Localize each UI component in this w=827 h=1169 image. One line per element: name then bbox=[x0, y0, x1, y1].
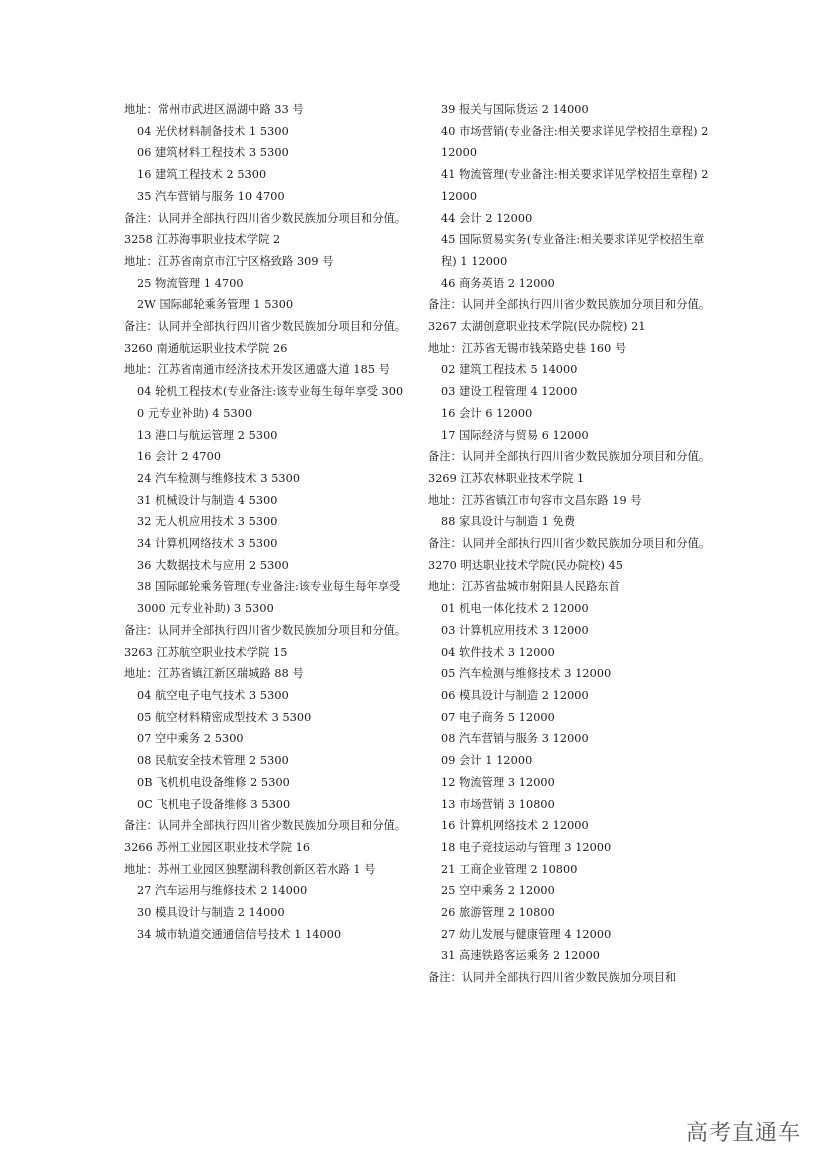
major-line: 16 会计 6 12000 bbox=[441, 406, 533, 420]
major-line: 27 幼儿发展与健康管理 4 12000 bbox=[441, 927, 612, 941]
remark-line: 备注：认同并全部执行四川省少数民族加分项目和分值。 bbox=[124, 623, 407, 637]
address-line: 地址：江苏省南京市江宁区格致路 309 号 bbox=[124, 254, 334, 268]
major-line: 2W 国际邮轮乘务管理 1 5300 bbox=[137, 298, 294, 312]
major-line: 24 汽车检测与维修技术 3 5300 bbox=[137, 471, 301, 485]
major-line: 07 空中乘务 2 5300 bbox=[137, 732, 244, 746]
major-line: 04 软件技术 3 12000 bbox=[441, 645, 555, 659]
major-line: 39 报关与国际货运 2 14000 bbox=[441, 103, 589, 116]
remark-line: 备注：认同并全部执行四川省少数民族加分项目和分值。 bbox=[428, 298, 711, 312]
address-line: 地址：江苏省无锡市钱荣路史巷 160 号 bbox=[428, 341, 627, 355]
major-line: 25 物流管理 1 4700 bbox=[137, 276, 244, 290]
major-line: 03 建设工程管理 4 12000 bbox=[441, 385, 578, 399]
major-line: 08 民航安全技术管理 2 5300 bbox=[137, 754, 289, 768]
major-line: 16 计算机网络技术 2 12000 bbox=[441, 819, 589, 833]
watermark-logo: 高考直通车 bbox=[685, 1121, 801, 1146]
left-column bbox=[124, 99, 409, 945]
major-line: 36 大数据技术与应用 2 5300 bbox=[137, 558, 289, 572]
major-line: 03 计算机应用技术 3 12000 bbox=[441, 623, 589, 637]
school-heading: 3258 江苏海事职业技术学院 2 bbox=[124, 233, 281, 247]
remark-line: 备注：认同并全部执行四川省少数民族加分项目和 bbox=[428, 971, 677, 985]
school-heading: 3260 南通航运职业技术学院 26 bbox=[124, 341, 288, 355]
address-line: 地址：江苏省镇江新区瑞城路 88 号 bbox=[124, 667, 304, 681]
major-line: 35 汽车营销与服务 10 4700 bbox=[137, 189, 285, 203]
major-line: 13 港口与航运管理 2 5300 bbox=[137, 428, 278, 442]
address-line: 地址：江苏省镇江市句容市文昌东路 19 号 bbox=[428, 493, 642, 507]
major-line: 26 旅游管理 2 10800 bbox=[441, 906, 555, 920]
major-line: 88 家具设计与制造 1 免费 bbox=[441, 515, 576, 529]
school-heading: 3270 明达职业技术学院(民办院校) 45 bbox=[428, 558, 623, 572]
major-line: 27 汽车运用与维修技术 2 14000 bbox=[137, 884, 308, 898]
major-line: 07 电子商务 5 12000 bbox=[441, 710, 555, 724]
major-line: 38 国际邮轮乘务管理(专业备注:该专业每生每年享受 3000 元专业补助) 3 5300 bbox=[137, 580, 405, 616]
major-line: 16 建筑工程技术 2 5300 bbox=[137, 168, 267, 182]
major-line: 31 高速铁路客运乘务 2 12000 bbox=[441, 949, 601, 963]
major-line: 25 空中乘务 2 12000 bbox=[441, 884, 555, 898]
major-line: 06 模具设计与制造 2 12000 bbox=[441, 688, 589, 702]
major-line: 05 汽车检测与维修技术 3 12000 bbox=[441, 667, 612, 681]
major-line: 17 国际经济与贸易 6 12000 bbox=[441, 428, 589, 442]
major-line: 0B 飞机机电设备维修 2 5300 bbox=[137, 775, 290, 789]
remark-line: 备注：认同并全部执行四川省少数民族加分项目和分值。 bbox=[124, 320, 407, 334]
major-line: 12 物流管理 3 12000 bbox=[441, 775, 555, 789]
major-line: 31 机械设计与制造 4 5300 bbox=[137, 493, 278, 507]
remark-line: 备注：认同并全部执行四川省少数民族加分项目和分值。 bbox=[428, 450, 711, 464]
address-line: 地址：常州市武进区滆湖中路 33 号 bbox=[124, 103, 304, 116]
address-line: 地址：苏州工业园区独墅湖科教创新区若水路 1 号 bbox=[124, 862, 376, 876]
major-line: 45 国际贸易实务(专业备注:相关要求详见学校招生章程) 1 12000 bbox=[441, 233, 705, 268]
major-line: 34 城市轨道交通通信信号技术 1 14000 bbox=[137, 927, 342, 941]
major-line: 04 航空电子电气技术 3 5300 bbox=[137, 688, 289, 702]
school-heading: 3267 太湖创意职业技术学院(民办院校) 21 bbox=[428, 320, 646, 334]
major-line: 18 电子竞技运动与管理 3 12000 bbox=[441, 840, 612, 854]
major-line: 40 市场营销(专业备注:相关要求详见学校招生章程) 2 12000 bbox=[441, 124, 713, 160]
address-line: 地址：江苏省盐城市射阳县人民路东首 bbox=[428, 580, 620, 594]
school-heading: 3269 江苏农林职业技术学院 1 bbox=[428, 471, 585, 485]
major-line: 21 工商企业管理 2 10800 bbox=[441, 862, 578, 876]
school-heading: 3266 苏州工业园区职业技术学院 16 bbox=[124, 840, 311, 854]
major-line: 0C 飞机电子设备维修 3 5300 bbox=[137, 797, 291, 811]
major-line: 32 无人机应用技术 3 5300 bbox=[137, 515, 278, 529]
major-line: 02 建筑工程技术 5 14000 bbox=[441, 363, 578, 377]
major-line: 41 物流管理(专业备注:相关要求详见学校招生章程) 2 12000 bbox=[441, 168, 713, 203]
major-line: 08 汽车营销与服务 3 12000 bbox=[441, 732, 589, 746]
major-line: 05 航空材料精密成型技术 3 5300 bbox=[137, 710, 312, 724]
remark-line: 备注：认同并全部执行四川省少数民族加分项目和分值。 bbox=[428, 537, 711, 551]
right-column bbox=[428, 99, 714, 989]
major-line: 04 光伏材料制备技术 1 5300 bbox=[137, 124, 289, 138]
major-line: 04 轮机工程技术(专业备注:该专业每生每年享受 3000 元专业补助) 4 5300 bbox=[137, 385, 404, 420]
major-line: 01 机电一体化技术 2 12000 bbox=[441, 602, 589, 616]
major-line: 16 会计 2 4700 bbox=[137, 450, 222, 464]
major-line: 09 会计 1 12000 bbox=[441, 754, 533, 768]
school-heading: 3263 江苏航空职业技术学院 15 bbox=[124, 645, 288, 659]
major-line: 06 建筑材料工程技术 3 5300 bbox=[137, 146, 289, 160]
remark-line: 备注：认同并全部执行四川省少数民族加分项目和分值。 bbox=[124, 211, 407, 225]
major-line: 30 模具设计与制造 2 14000 bbox=[137, 906, 285, 920]
major-line: 44 会计 2 12000 bbox=[441, 211, 533, 225]
address-line: 地址：江苏省南通市经济技术开发区通盛大道 185 号 bbox=[124, 363, 391, 377]
remark-line: 备注：认同并全部执行四川省少数民族加分项目和分值。 bbox=[124, 819, 407, 833]
major-line: 34 计算机网络技术 3 5300 bbox=[137, 537, 278, 551]
major-line: 13 市场营销 3 10800 bbox=[441, 797, 555, 811]
major-line: 46 商务英语 2 12000 bbox=[441, 276, 555, 290]
